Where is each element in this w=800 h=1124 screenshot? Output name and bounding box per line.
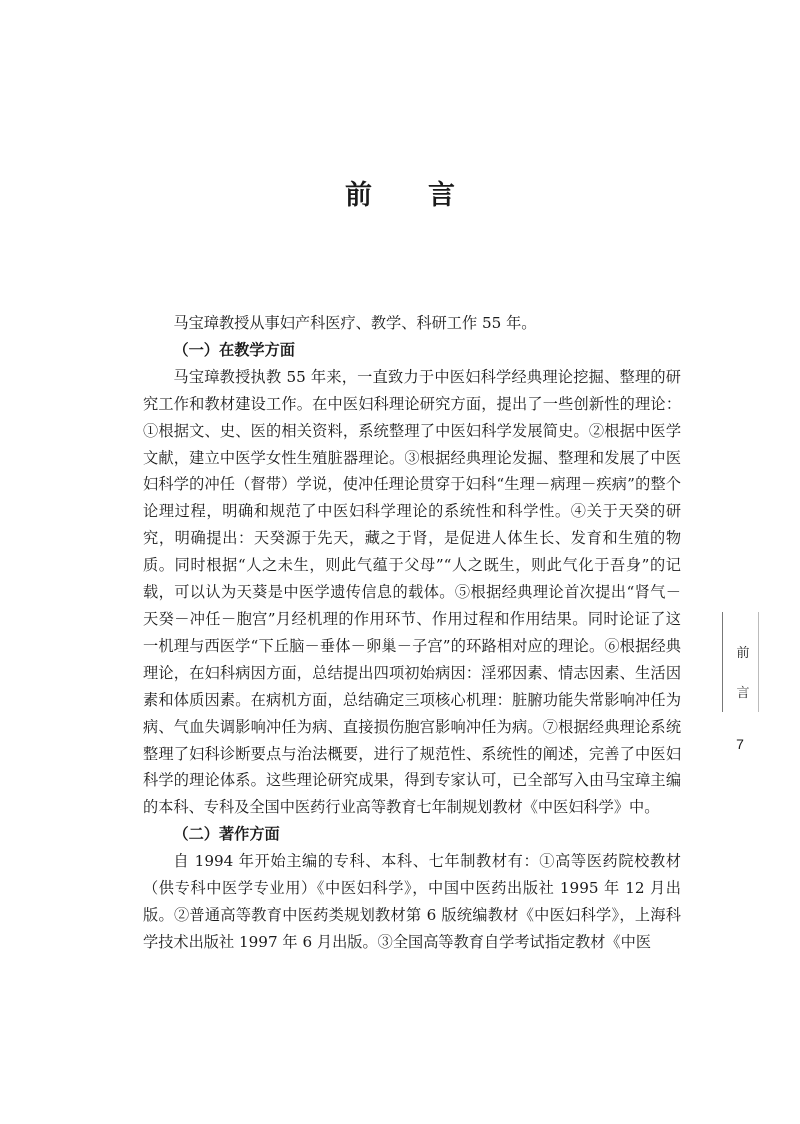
works-paragraph: 自 1994 年开始主编的专科、本科、七年制教材有：①高等医药院校教材（供专科中医学专业用）《中医妇科学》，中国中医药出版社 1995 年 12 月出版。②普通高等教育中医药类规划教材第 6 版统编教材《中医妇科学》，上海科学技术出版社 1997 年 6 月出版。③全国高等教育自学考试指定教材《中医 — [143, 852, 681, 951]
section-heading-works: （二）著作方面 — [173, 825, 280, 844]
teaching-paragraph: 马宝璋教授执教 55 年来，一直致力于中医妇科学经典理论挖掘、整理的研究工作和教材建设工作。在中医妇科理论研究方面，提出了一些创新性的理论：①根据文、史、医的相关资料，系统整理了中医妇科学发展简史。②根据中医学文献，建立中医学女性生殖脏器理论。③根据经典理论发掘、整理和发展了中医妇科学的冲任（督带）学说，使冲任理论贯穿于妇科“生理－病理－疾病”的整个论理过程，明确和规范了中医妇科学理论的系统性和科学性。④关于天癸的研究，明确提出：天癸源于先天，藏之于肾，是促进人体生长、发育和生殖的物质。同时根据“人之未生，则此气蕴于父母”“人之既生，则此气化于吾身”的记载，可以认为天葵是中医学遗传信息的载体。⑤根据经典理论首次提出“肾气－天癸－冲任－胞宫”月经机理的作用环节、作用过程和作用结果。同时论证了这一机理与西医学“下丘脑－垂体－卵巢－子宫”的环路相对应的理论。⑥根据经典理论，在妇科病因方面，总结提出四项初始病因：淫邪因素、情志因素、生活因素和体质因素。在病机方面，总结确定三项核心机理：脏腑功能失常影响冲任为病、气血失调影响冲任为病、直接损伤胞宫影响冲任为病。⑦根据经典理论系统整理了妇科诊断要点与治法概要，进行了规范性、系统性的阐述，完善了中医妇科学的理论体系。这些理论研究成果，得到专家认可，已全部写入由马宝璋主编的本科、专科及全国中医药行业高等教育七年制规划教材《中医妇科学》中。 — [143, 367, 681, 817]
side-tab-char-1: 前 — [736, 646, 750, 661]
intro-paragraph: 马宝璋教授从事妇产科医疗、教学、科研工作 55 年。 — [173, 314, 537, 332]
page-number: 7 — [736, 736, 744, 752]
side-tab-char-2: 言 — [736, 686, 750, 701]
side-tab-rule — [758, 612, 759, 712]
body-text — [143, 310, 681, 956]
page-title: 前言 — [345, 180, 511, 211]
side-tab-label — [729, 634, 757, 714]
section-heading-teaching: （一）在教学方面 — [173, 340, 295, 359]
side-tab — [722, 612, 759, 712]
